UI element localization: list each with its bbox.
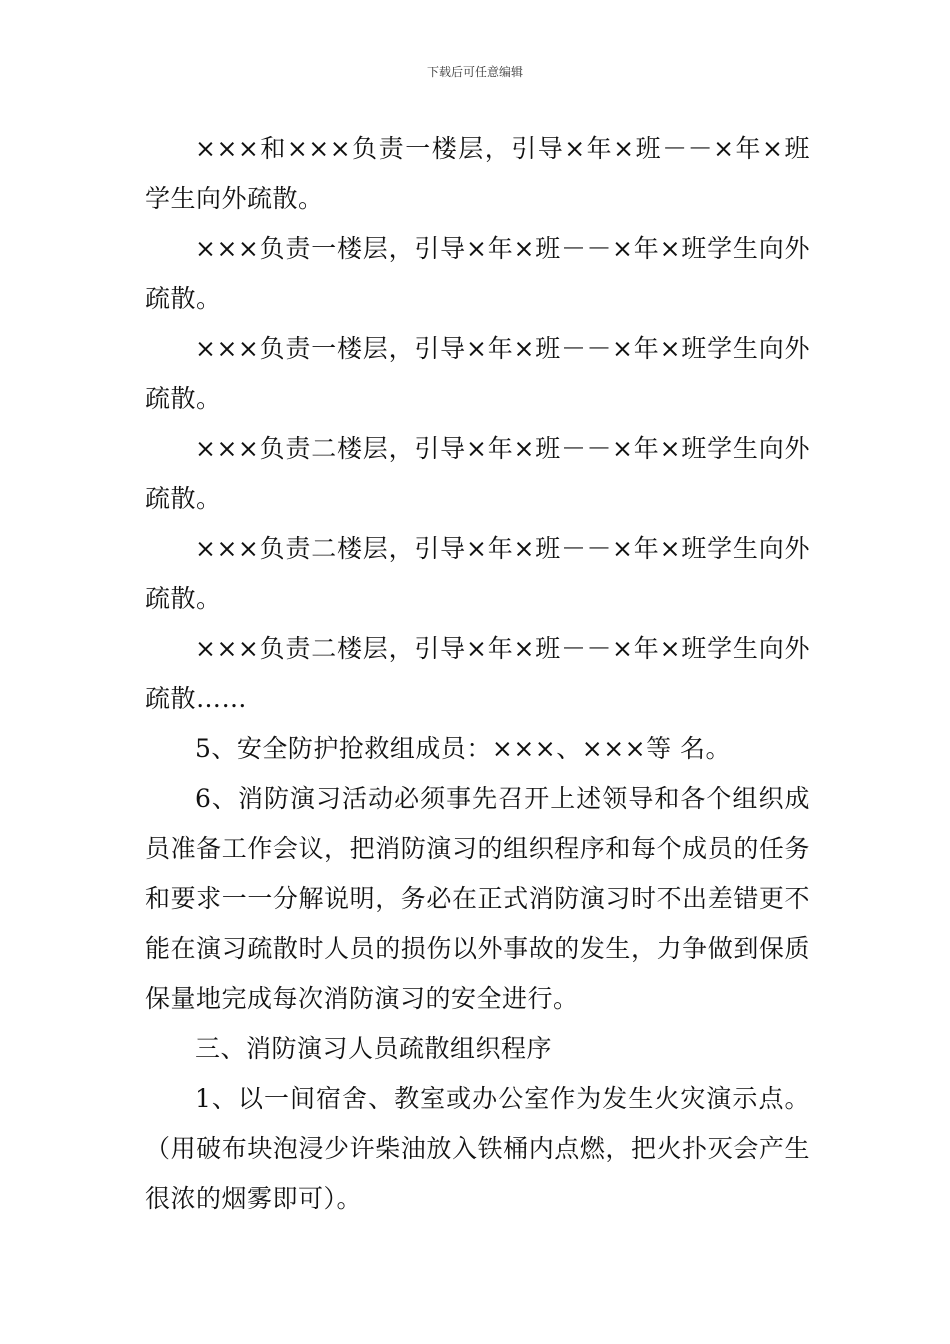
paragraph-evacuation-floor2-c: ×××负责二楼层，引导×年×班－－×年×班学生向外疏散……	[145, 634, 810, 713]
paragraph-evacuation-floor1-a: ×××和×××负责一楼层，引导×年×班－－×年×班学生向外疏散。	[145, 134, 810, 213]
section-heading-evacuation-procedure: 三、消防演习人员疏散组织程序	[195, 1034, 553, 1063]
paragraph-fire-demo-point: 1、以一间宿舍、教室或办公室作为发生火灾演示点。（用破布块泡浸少许柴油放入铁桶内点燃，把火扑灭会产生很浓的烟雾即可）。	[145, 1084, 810, 1213]
paragraph-evacuation-floor2-b: ×××负责二楼层，引导×年×班－－×年×班学生向外疏散。	[145, 534, 810, 613]
paragraph-rescue-team: 5、安全防护抢救组成员：×××、×××等 名。	[195, 734, 732, 763]
paragraph-evacuation-floor1-b: ×××负责一楼层，引导×年×班－－×年×班学生向外疏散。	[145, 234, 810, 313]
paragraph-evacuation-floor1-c: ×××负责一楼层，引导×年×班－－×年×班学生向外疏散。	[145, 334, 810, 413]
page-header-note: 下载后可任意编辑	[426, 65, 523, 79]
paragraph-evacuation-floor2-a: ×××负责二楼层，引导×年×班－－×年×班学生向外疏散。	[145, 434, 810, 513]
document-body	[145, 124, 810, 1224]
paragraph-preparation-meeting: 6、消防演习活动必须事先召开上述领导和各个组织成员准备工作会议，把消防演习的组织程序和每个成员的任务和要求一一分解说明，务必在正式消防演习时不出差错更不能在演习疏散时人员的损伤以外事故的发生，力争做到保质保量地完成每次消防演习的安全进行。	[145, 784, 810, 1013]
